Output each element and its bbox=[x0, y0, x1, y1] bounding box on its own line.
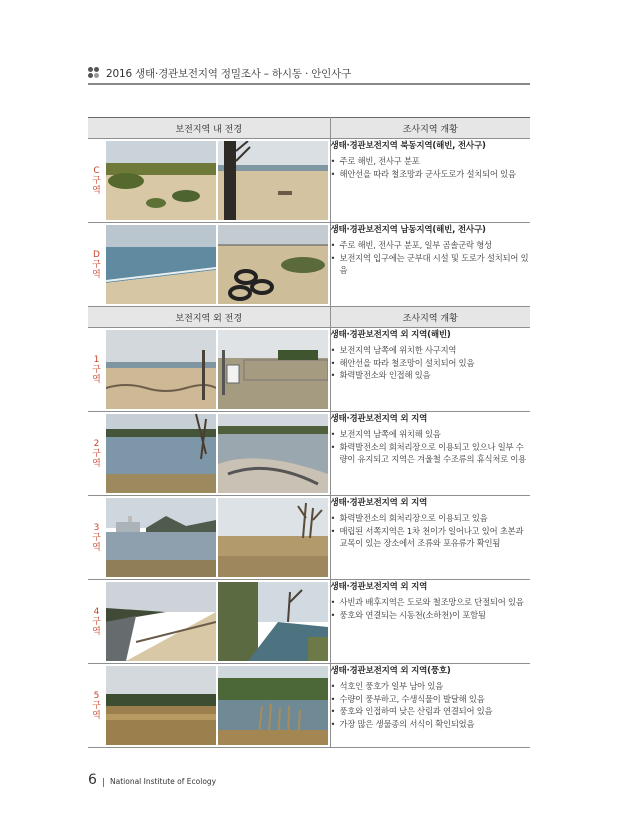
zone-label: D 구 역 bbox=[88, 223, 105, 307]
photo-sand-road bbox=[106, 582, 216, 661]
footer-divider bbox=[103, 778, 104, 787]
table-row bbox=[88, 223, 530, 307]
zone-label: 4 구 역 bbox=[88, 580, 105, 664]
section-header bbox=[88, 307, 530, 328]
overview-list bbox=[331, 680, 531, 730]
section-header bbox=[88, 118, 530, 139]
list-item: • 해안선을 따라 철조망이 설치되어 있음 bbox=[331, 357, 531, 370]
table-row bbox=[88, 580, 530, 664]
photo-wire-beach bbox=[106, 330, 216, 409]
list-item: • 화력발전소의 회처리장으로 이용되고 있으나 일부 수량이 유지되고 지역은 겨울철 수조류의 휴식처로 이용 bbox=[331, 441, 531, 466]
overview-title: 생태·경관보전지역 북동지역(해빈, 전사구) bbox=[330, 141, 486, 151]
list-item: • 화력발전소와 인접해 있음 bbox=[331, 369, 531, 382]
overview-title: 생태·경관보전지역 외 지역(풍호) bbox=[330, 666, 451, 676]
overview-cell bbox=[330, 664, 530, 748]
photo-cell bbox=[105, 580, 330, 664]
zone-label: 3 구 역 bbox=[88, 496, 105, 580]
page-header bbox=[88, 64, 530, 86]
photo-lagoon-field bbox=[106, 666, 216, 745]
overview-cell bbox=[330, 580, 530, 664]
table-row bbox=[88, 328, 530, 412]
overview-title: 생태·경관보전지역 외 지역 bbox=[330, 414, 428, 424]
photo-beach-fence bbox=[218, 141, 328, 220]
photo-cell bbox=[105, 664, 330, 748]
photo-gate bbox=[218, 330, 328, 409]
overview-title: 생태·경관보전지역 외 지역 bbox=[330, 582, 428, 592]
table-row bbox=[88, 139, 530, 223]
list-item: • 사빈과 배후지역은 도로와 철조망으로 단절되어 있음 bbox=[331, 596, 531, 609]
footer-org: National Institute of Ecology bbox=[110, 777, 217, 786]
photo-ash-pond bbox=[218, 414, 328, 493]
dots-logo-icon bbox=[88, 67, 100, 79]
overview-list bbox=[331, 344, 531, 382]
photo-coast bbox=[106, 225, 216, 304]
zone-label: 1 구 역 bbox=[88, 328, 105, 412]
photo-beach-pines bbox=[106, 141, 216, 220]
table-row bbox=[88, 664, 530, 748]
zone-label: 2 구 역 bbox=[88, 412, 105, 496]
photo-cell bbox=[105, 412, 330, 496]
overview-list bbox=[331, 428, 531, 466]
table-row bbox=[88, 496, 530, 580]
col-header-photos: 보전지역 내 전경 bbox=[88, 118, 330, 139]
overview-title: 생태·경관보전지역 외 지역(해빈) bbox=[330, 330, 451, 340]
photo-power-plant bbox=[106, 498, 216, 577]
photo-lagoon-reeds bbox=[218, 666, 328, 745]
overview-list bbox=[331, 239, 531, 277]
overview-cell bbox=[330, 223, 530, 307]
overview-list bbox=[331, 512, 531, 550]
list-item: • 석호인 풍호가 일부 남아 있음 bbox=[331, 680, 531, 693]
overview-title: 생태·경관보전지역 외 지역 bbox=[330, 498, 428, 508]
photo-stream bbox=[218, 582, 328, 661]
survey-table bbox=[88, 117, 530, 748]
photo-pond-reeds bbox=[106, 414, 216, 493]
photo-cell bbox=[105, 496, 330, 580]
list-item: • 해안선을 따라 철조망과 군사도로가 설치되어 있음 bbox=[331, 168, 531, 181]
list-item: • 매립된 서쪽지역은 1차 천이가 일어나고 있어 초본과 교목이 있는 장소에서 조류와 포유류가 확인됨 bbox=[331, 525, 531, 550]
photo-cell bbox=[105, 223, 330, 307]
overview-list bbox=[331, 155, 531, 180]
col-header-photos: 보전지역 외 전경 bbox=[88, 307, 330, 328]
page-number: 6 bbox=[88, 772, 97, 788]
col-header-overview: 조사지역 개황 bbox=[330, 118, 530, 139]
list-item: • 가장 많은 생물종의 서식이 확인되었음 bbox=[331, 718, 531, 731]
photo-cell bbox=[105, 139, 330, 223]
list-item: • 풍호와 연결되는 시동천(소하천)이 포함됨 bbox=[331, 609, 531, 622]
list-item: • 보전지역 입구에는 군부대 시설 및 도로가 설치되어 있음 bbox=[331, 252, 531, 277]
photo-tires-fence bbox=[218, 225, 328, 304]
overview-cell bbox=[330, 496, 530, 580]
list-item: • 주로 해빈, 전사구 분포 bbox=[331, 155, 531, 168]
list-item: • 주로 해빈, 전사구 분포, 일부 곰솔군락 형성 bbox=[331, 239, 531, 252]
overview-cell bbox=[330, 328, 530, 412]
list-item: • 보전지역 남쪽에 위치해 있음 bbox=[331, 428, 531, 441]
list-item: • 수량이 풍부하고, 수생식물이 발달해 있음 bbox=[331, 693, 531, 706]
header-title: 2016 생태·경관보전지역 정밀조사 – 하시동 · 안인사구 bbox=[106, 68, 351, 80]
overview-cell bbox=[330, 139, 530, 223]
table-row bbox=[88, 412, 530, 496]
photo-reclaimed-field bbox=[218, 498, 328, 577]
overview-title: 생태·경관보전지역 남동지역(해빈, 전사구) bbox=[330, 225, 486, 235]
overview-cell bbox=[330, 412, 530, 496]
list-item: • 보전지역 남쪽에 위치한 사구지역 bbox=[331, 344, 531, 357]
overview-list bbox=[331, 596, 531, 621]
list-item: • 화력발전소의 회처리장으로 이용되고 있음 bbox=[331, 512, 531, 525]
header-rule bbox=[88, 83, 530, 85]
photo-cell bbox=[105, 328, 330, 412]
zone-label: 5 구 역 bbox=[88, 664, 105, 748]
zone-label: C 구 역 bbox=[88, 139, 105, 223]
col-header-overview: 조사지역 개황 bbox=[330, 307, 530, 328]
list-item: • 풍호와 인접하여 낮은 산림과 연결되어 있음 bbox=[331, 705, 531, 718]
